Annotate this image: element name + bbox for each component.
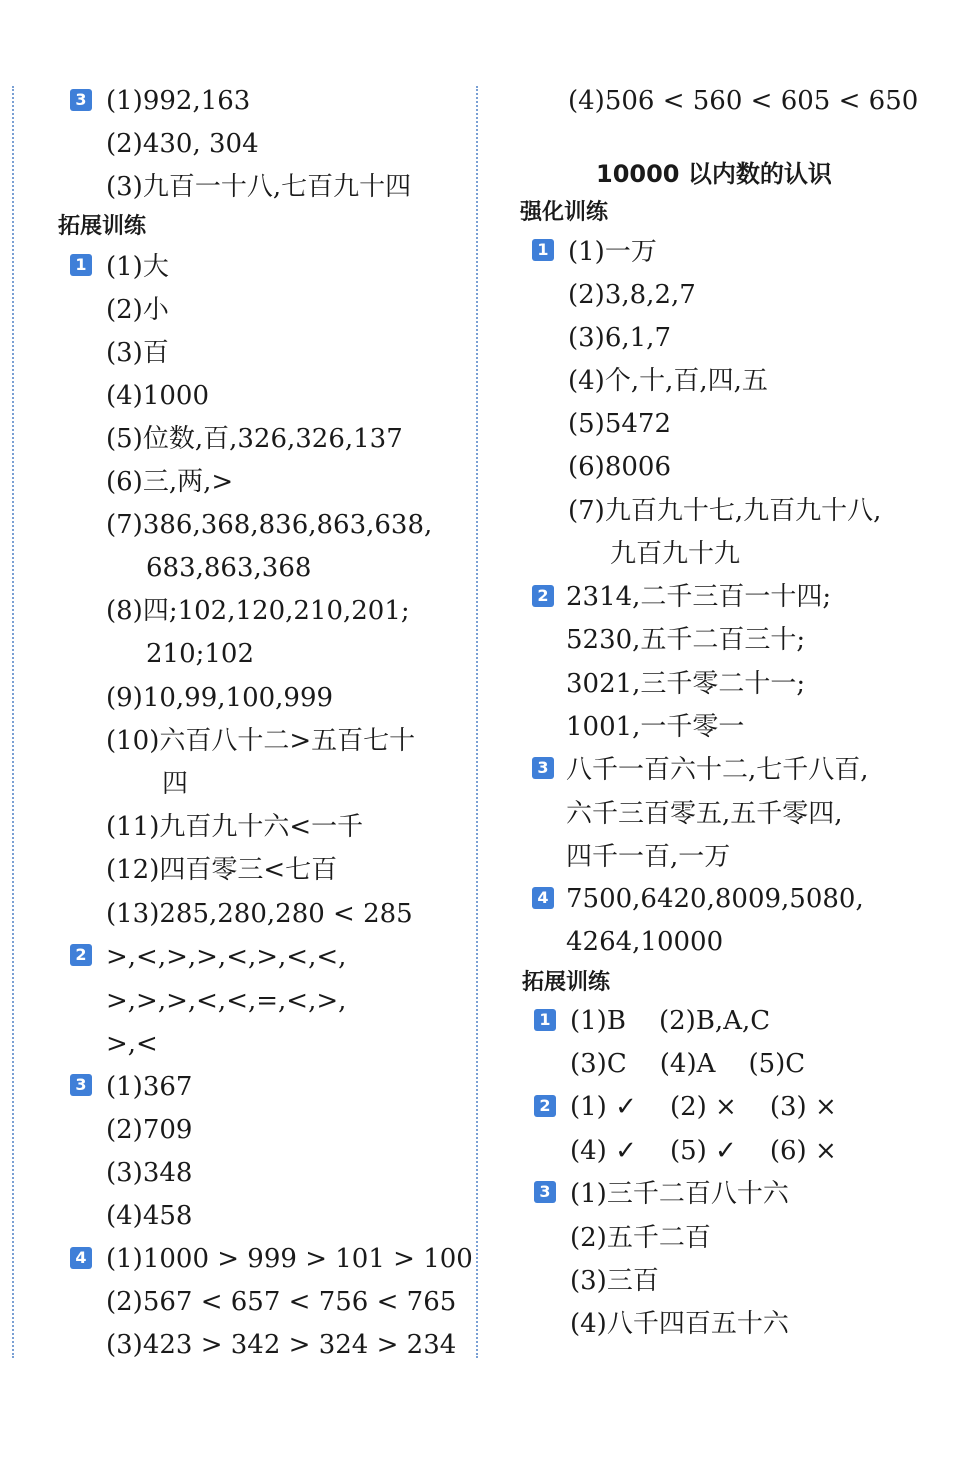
- answer-line: >,<: [106, 1029, 158, 1059]
- section-heading: 拓展训练: [58, 214, 147, 239]
- answer-line: 683,863,368: [146, 553, 312, 583]
- answer-line: (8)四;102,120,210,201;: [106, 596, 410, 626]
- answer-line: 2314,二千三百一十四;: [566, 582, 832, 612]
- column-divider-middle: [476, 86, 478, 1358]
- answer-line: (5)位数,百,326,326,137: [106, 424, 403, 454]
- answer-line: (6)8006: [568, 452, 671, 482]
- answer-line: (1)大: [106, 252, 169, 282]
- question-badge: 2: [532, 585, 554, 607]
- column-divider-left: [12, 86, 14, 1358]
- answer-line: 1001,一千零一: [566, 712, 745, 742]
- answer-line: 7500,6420,8009,5080,: [566, 884, 864, 914]
- answer-line: (3)三百: [570, 1266, 659, 1296]
- question-badge: 1: [70, 254, 92, 276]
- answer-line: (6)三,两,>: [106, 467, 234, 497]
- answer-line: (1)1000 > 999 > 101 > 100: [106, 1244, 473, 1274]
- answer-line: (12)四百零三<七百: [106, 855, 338, 885]
- question-badge: 3: [70, 1074, 92, 1096]
- answer-line: 九百九十九: [610, 539, 741, 569]
- question-badge: 2: [70, 944, 92, 966]
- answer-line: (2)小: [106, 295, 169, 325]
- answer-line: (2)3,8,2,7: [568, 280, 696, 310]
- question-badge: 2: [534, 1095, 556, 1117]
- answer-line: (3)C (4)A (5)C: [570, 1049, 806, 1079]
- section-heading: 拓展训练: [522, 970, 611, 995]
- question-badge: 3: [532, 757, 554, 779]
- answer-line: (3)百: [106, 338, 169, 368]
- answer-line: >,<,>,>,<,>,<,<,: [106, 942, 347, 972]
- answer-line: (10)六百八十二>五百七十: [106, 726, 416, 756]
- answer-line: (9)10,99,100,999: [106, 683, 334, 713]
- question-badge: 4: [532, 887, 554, 909]
- question-badge: 1: [534, 1009, 556, 1031]
- answer-line: (2)430, 304: [106, 129, 259, 159]
- answer-line: >,>,>,<,<,=,<,>,: [106, 986, 347, 1016]
- answer-line: (3)423 > 342 > 324 > 234: [106, 1330, 457, 1360]
- answer-line: (3)6,1,7: [568, 323, 671, 353]
- answer-line: (1)367: [106, 1072, 193, 1102]
- answer-line: (11)九百九十六<一千: [106, 812, 364, 842]
- question-badge: 3: [70, 89, 92, 111]
- answer-line: 4264,10000: [566, 927, 724, 957]
- answer-line: (1)三千二百八十六: [570, 1179, 789, 1209]
- answer-line: 八千一百六十二,七千八百,: [566, 755, 869, 785]
- answer-line: (1) ✓ (2) × (3) ×: [570, 1092, 837, 1122]
- answer-line: (2)五千二百: [570, 1223, 711, 1253]
- answer-line: (2)567 < 657 < 756 < 765: [106, 1287, 457, 1317]
- answer-line: 六千三百零五,五千零四,: [566, 799, 843, 829]
- section-heading: 强化训练: [520, 200, 609, 225]
- answer-line: (4)458: [106, 1201, 193, 1231]
- answer-line: (7)九百九十七,九百九十八,: [568, 496, 882, 526]
- answer-line: 四千一百,一万: [566, 842, 731, 872]
- answer-line: 3021,三千零二十一;: [566, 669, 806, 699]
- answer-line: 210;102: [146, 639, 255, 669]
- answer-line: (4)1000: [106, 381, 209, 411]
- answer-line: (4) ✓ (5) ✓ (6) ×: [570, 1136, 837, 1166]
- answer-line: 5230,五千二百三十;: [566, 625, 806, 655]
- answer-line: (4)八千四百五十六: [570, 1309, 789, 1339]
- question-badge: 3: [534, 1181, 556, 1203]
- answer-line: (4)个,十,百,四,五: [568, 366, 768, 396]
- answer-line: (2)709: [106, 1115, 193, 1145]
- question-badge: 4: [70, 1247, 92, 1269]
- answer-line: (4)506 < 560 < 605 < 650: [568, 86, 919, 116]
- section-title: 10000 以内数的认识: [596, 160, 832, 188]
- answer-line: 四: [162, 769, 189, 799]
- answer-line: (7)386,368,836,863,638,: [106, 510, 433, 540]
- answer-line: (5)5472: [568, 409, 671, 439]
- answer-line: (3)348: [106, 1158, 193, 1188]
- answer-line: (1)B (2)B,A,C: [570, 1006, 771, 1036]
- answer-line: (1)一万: [568, 237, 657, 267]
- answer-line: (1)992,163: [106, 86, 251, 116]
- answer-line: (3)九百一十八,七百九十四: [106, 172, 412, 202]
- answer-line: (13)285,280,280 < 285: [106, 899, 413, 929]
- question-badge: 1: [532, 239, 554, 261]
